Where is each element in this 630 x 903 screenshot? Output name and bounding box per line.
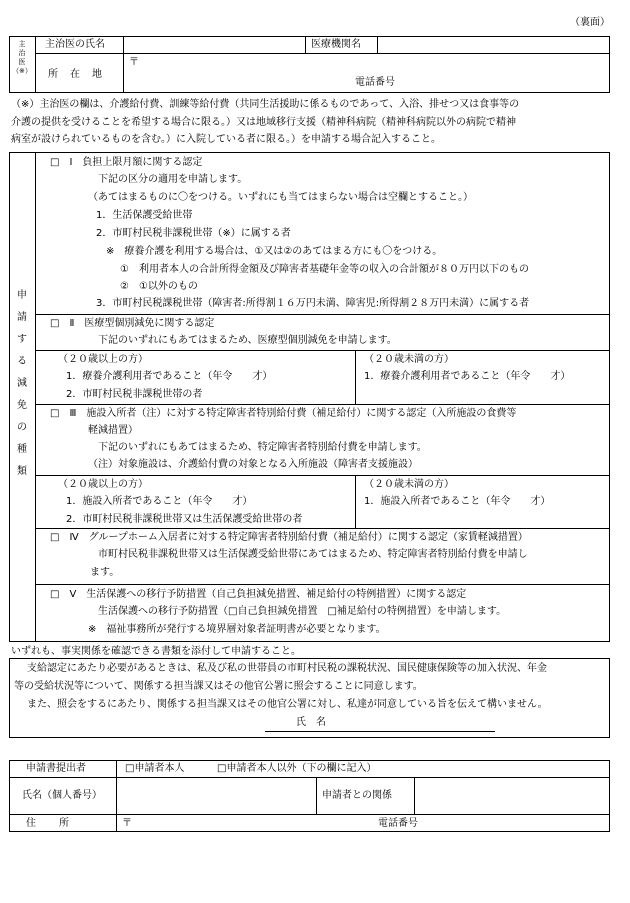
consent-name-label: 氏 名 xyxy=(296,717,326,728)
section2-left-item[interactable]: 1．療養介護利用者であること（年令 才） xyxy=(66,371,273,382)
doctor-address-label: 所 在 地 xyxy=(48,69,103,80)
submitter-label: 申請書提出者 xyxy=(26,763,86,774)
section4-heading[interactable]: □ Ⅳ グループホーム入居者に対する特定障害者特別給付費（補足給付）に関する認定（家賃軽減措置） xyxy=(50,532,528,543)
section3-right-item[interactable]: 1．施設入所者であること（年令 才） xyxy=(364,496,551,507)
submitter-address-field[interactable] xyxy=(130,815,360,831)
relation-field[interactable] xyxy=(415,778,609,813)
section3-line: 下記のいずれにもあてはまるため、特定障害者特別給付費を申請します。 xyxy=(98,442,427,453)
submitter-option-other[interactable]: □申請者本人以外（下の欄に記入） xyxy=(217,763,377,774)
section1-option[interactable]: 3．市町村民税課税世帯（障害者:所得割１６万円未満、障害児:所得割２８万円未満）に属する者 xyxy=(96,298,530,309)
section3-heading-cont: 軽減措置） xyxy=(88,425,138,436)
submitter-phone-field[interactable] xyxy=(430,815,608,831)
section1-option[interactable]: 2．市町村民税非課税世帯（※）に属する者 xyxy=(96,228,291,239)
consent-name-field[interactable] xyxy=(335,714,495,729)
section1-option[interactable]: 1．生活保護受給世帯 xyxy=(96,210,193,221)
page-side-label: （裏面） xyxy=(570,17,610,28)
section1-suboption[interactable]: ① 利用者本人の合計所得金額及び障害者基礎年金等の収入の合計額が８０万円以下のもの xyxy=(120,264,529,275)
submitter-option-self[interactable]: □申請者本人 xyxy=(125,763,185,774)
section3-left-title: （２０歳以上の方） xyxy=(58,479,148,490)
submitter-address-label: 住 所 xyxy=(26,818,70,829)
section3-right-title: （２０歳未満の方） xyxy=(364,479,454,490)
section1-suboption[interactable]: ② ①以外のもの xyxy=(120,281,198,292)
institution-field[interactable] xyxy=(378,37,609,52)
section2-left-item[interactable]: 2．市町村民税非課税世帯の者 xyxy=(66,389,203,400)
section1-heading[interactable]: □ Ⅰ 負担上限月額に関する認定 xyxy=(50,157,203,168)
doctor-name-field[interactable] xyxy=(124,37,304,52)
submitter-postal-mark: 〒 xyxy=(122,818,132,829)
section3-left-item[interactable]: 2．市町村民税非課税世帯又は生活保護受給世帯の者 xyxy=(66,514,303,525)
institution-label: 医療機関名 xyxy=(311,39,361,50)
section3-left-item[interactable]: 1．施設入所者であること（年令 才） xyxy=(66,496,253,507)
section1-note: ※ 療養介護を利用する場合は、①又は②のあてはまる方にも〇をつける。 xyxy=(106,246,443,257)
section5-line[interactable]: 生活保護への移行予防措置（□自己負担減免措置 □補足給付の特例措置）を申請します。 xyxy=(98,606,507,617)
section4-line: 市町村民税非課税世帯又は生活保護受給世帯にあてはまるため、特定障害者特別給付費を申請し xyxy=(98,549,528,560)
consent-line: 支給認定にあたり必要があるときは、私及び私の世帯員の市町村民税の課税状況、国民健康保険等の加入状況、年金 xyxy=(27,663,547,674)
consent-line: また、照会をするにあたり、関係する担当課又はその他官公署に対し、私達が同意している旨を伝えて構いません。 xyxy=(27,699,548,710)
section2-line: 下記のいずれにもあてはまるため、医療型個別減免を申請します。 xyxy=(98,335,397,346)
section1-line: （あてはまるものに〇をつける。いずれにも当てはまらない場合は空欄とすること。） xyxy=(88,192,473,203)
doctor-side-label: 主 治 医 （※） xyxy=(12,40,32,75)
relation-label: 申請者との関係 xyxy=(322,790,392,801)
reduction-side-label: 申 請 す る 減 免 の 種 類 xyxy=(17,290,27,477)
section3-note: （注）対象施設は、介護給付費の対象となる入所施設（障害者支援施設） xyxy=(88,459,418,470)
submitter-phone-label: 電話番号 xyxy=(378,818,418,829)
section1-line: 下記の区分の適用を申請します。 xyxy=(98,174,248,185)
section2-right-title: （２０歳未満の方） xyxy=(364,354,454,365)
doctor-note-line: 介護の提供を受けることを希望する場合に限る。）又は地域移行支援（精神科病院（精神科病院以外の病院で精神 xyxy=(11,117,516,128)
doctor-note-line: （※）主治医の欄は、介護給付費、訓練等給付費（共同生活援助に係るものであって、入浴、排せつ又は食事等の xyxy=(11,99,520,110)
section2-heading[interactable]: □ Ⅱ 医療型個別減免に関する認定 xyxy=(50,318,215,329)
section4-line-cont: ます。 xyxy=(90,567,120,578)
section3-heading[interactable]: □ Ⅲ 施設入所者（注）に対する特定障害者特別給付費（補足給付）に関する認定（入所施設の食費等 xyxy=(50,408,517,419)
section2-left-title: （２０歳以上の方） xyxy=(58,354,148,365)
attach-note: いずれも、事実関係を確認できる書類を添付して申請すること。 xyxy=(11,646,301,657)
submitter-name-label: 氏名（個人番号） xyxy=(22,790,102,801)
doctor-phone-label: 電話番号 xyxy=(355,77,395,88)
section5-note: ※ 福祉事務所が発行する境界層対象者証明書が必要となります。 xyxy=(88,624,386,635)
section2-right-item[interactable]: 1．療養介護利用者であること（年令 才） xyxy=(364,371,571,382)
submitter-name-field[interactable] xyxy=(117,778,315,813)
consent-line: 等の受給状況等について、関係する担当課又はその他官公署に照会することに同意します。 xyxy=(14,681,423,692)
doctor-postal-mark: 〒 xyxy=(129,57,139,68)
section5-heading[interactable]: □ Ⅴ 生活保護への移行予防措置（自己負担減免措置、補足給付の特例措置）に関する認定 xyxy=(50,589,467,600)
doctor-note-line: 病室が設けられているものを含む。）に入院している者に限る。）を申請する場合記入すること。 xyxy=(11,134,441,145)
doctor-name-label: 主治医の氏名 xyxy=(45,39,105,50)
